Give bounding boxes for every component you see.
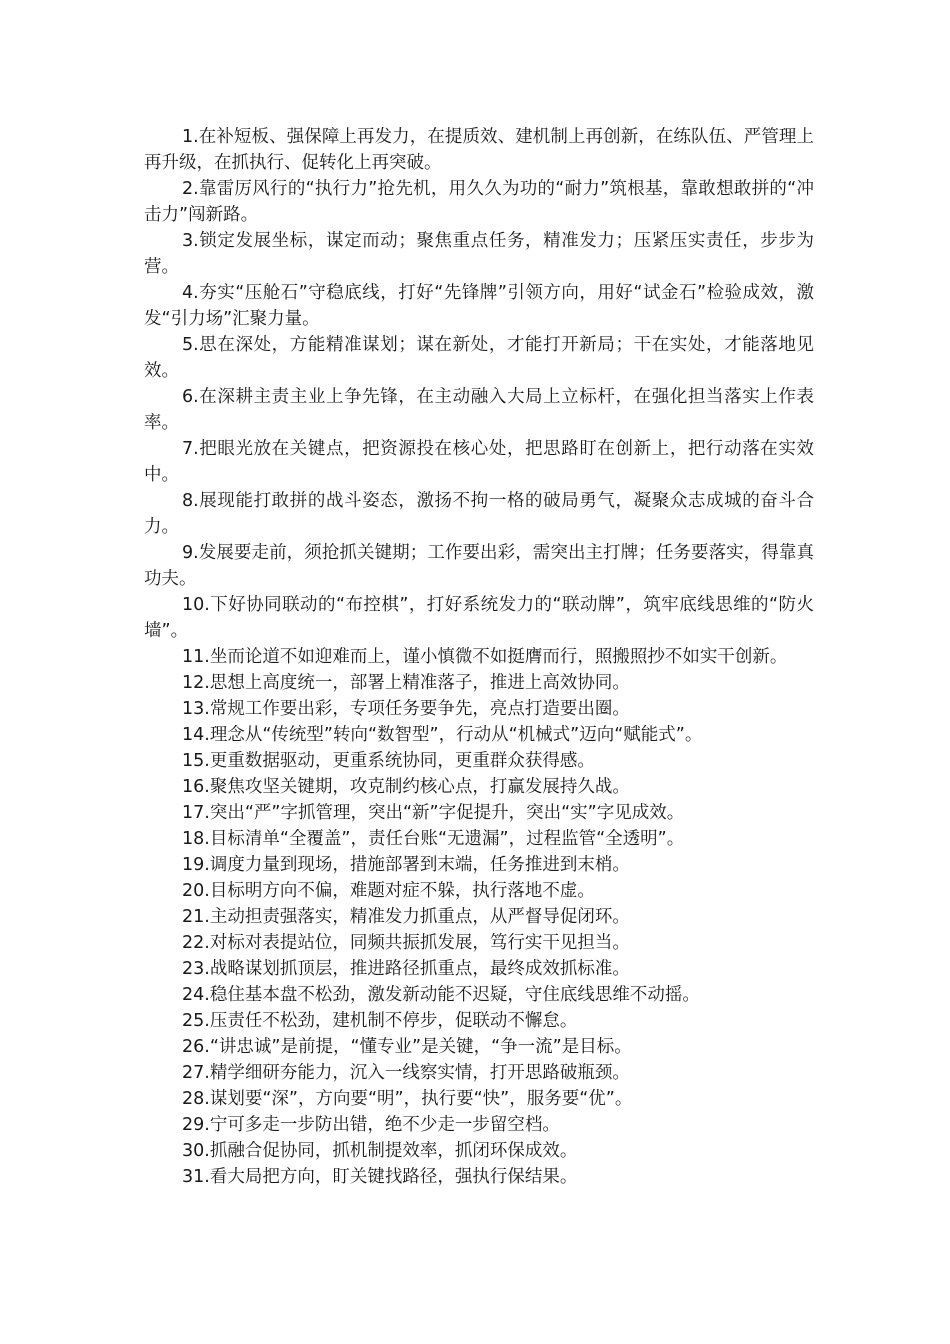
list-item: 4.夯实“压舱石”守稳底线，打好“先锋牌”引领方向，用好“试金石”检验成效，激发“引力场”汇聚力量。 <box>144 283 814 329</box>
list-item: 23.战略谋划抓顶层，推进路径抓重点，最终成效抓标准。 <box>182 959 630 979</box>
list-item: 6.在深耕主责主业上争先锋，在主动融入大局上立标杆，在强化担当落实上作表率。 <box>144 387 814 433</box>
list-item: 18.目标清单“全覆盖”，责任台账“无遗漏”，过程监管“全透明”。 <box>182 829 685 849</box>
list-item: 22.对标对表提站位，同频共振抓发展，笃行实干见担当。 <box>182 933 630 953</box>
list-item: 21.主动担责强落实，精准发力抓重点，从严督导促闭环。 <box>182 907 630 927</box>
list-item: 30.抓融合促协同，抓机制提效率，抓闭环保成效。 <box>182 1141 578 1161</box>
list-item: 19.调度力量到现场，措施部署到末端，任务推进到末梢。 <box>182 855 630 875</box>
list-item: 9.发展要走前，须抢抓关键期；工作要出彩，需突出主打牌；任务要落实，得靠真功夫。 <box>144 543 814 589</box>
list-item: 14.理念从“传统型”转向“数智型”，行动从“机械式”迈向“赋能式”。 <box>182 725 703 745</box>
list-item: 8.展现能打敢拼的战斗姿态，激扬不拘一格的破局勇气，凝聚众志成城的奋斗合力。 <box>144 491 814 537</box>
list-item: 10.下好协同联动的“布控棋”，打好系统发力的“联动牌”，筑牢底线思维的“防火墙”。 <box>144 595 814 641</box>
list-item: 16.聚焦攻坚关键期，攻克制约核心点，打赢发展持久战。 <box>182 777 630 797</box>
list-item: 27.精学细研夯能力，沉入一线察实情，打开思路破瓶颈。 <box>182 1063 630 1083</box>
list-item: 29.宁可多走一步防出错，绝不少走一步留空档。 <box>182 1115 560 1135</box>
list-item: 7.把眼光放在关键点，把资源投在核心处，把思路盯在创新上，把行动落在实效中。 <box>144 439 814 485</box>
list-item: 5.思在深处，方能精准谋划；谋在新处，才能打开新局；干在实处，才能落地见效。 <box>144 335 814 381</box>
list-item: 12.思想上高度统一，部署上精准落子，推进上高效协同。 <box>182 673 630 693</box>
list-item: 25.压责任不松劲，建机制不停步，促联动不懈怠。 <box>182 1011 578 1031</box>
list-item: 24.稳住基本盘不松劲，激发新动能不迟疑，守住底线思维不动摇。 <box>182 985 700 1005</box>
list-item: 31.看大局把方向，盯关键找路径，强执行保结果。 <box>182 1167 578 1187</box>
document-body <box>144 124 814 1190</box>
list-item: 3.锁定发展坐标，谋定而动；聚焦重点任务，精准发力；压紧压实责任，步步为营。 <box>144 231 814 277</box>
list-item: 26.“讲忠诚”是前提，“懂专业”是关键，“争一流”是目标。 <box>182 1037 632 1057</box>
list-item: 28.谋划要“深”，方向要“明”，执行要“快”，服务要“优”。 <box>182 1089 633 1109</box>
list-item: 17.突出“严”字抓管理，突出“新”字促提升，突出“实”字见成效。 <box>182 803 685 823</box>
list-item: 2.靠雷厉风行的“执行力”抢先机，用久久为功的“耐力”筑根基，靠敢想敢拼的“冲击力”闯新路。 <box>144 179 814 225</box>
list-item: 13.常规工作要出彩，专项任务要争先，亮点打造要出圈。 <box>182 699 630 719</box>
list-item: 11.坐而论道不如迎难而上，谨小慎微不如挺膺而行，照搬照抄不如实干创新。 <box>182 647 788 667</box>
list-item: 20.目标明方向不偏，难题对症不躲，执行落地不虚。 <box>182 881 595 901</box>
list-item: 15.更重数据驱动，更重系统协同，更重群众获得感。 <box>182 751 595 771</box>
list-item: 1.在补短板、强保障上再发力，在提质效、建机制上再创新，在练队伍、严管理上再升级，在抓执行、促转化上再突破。 <box>144 127 814 173</box>
